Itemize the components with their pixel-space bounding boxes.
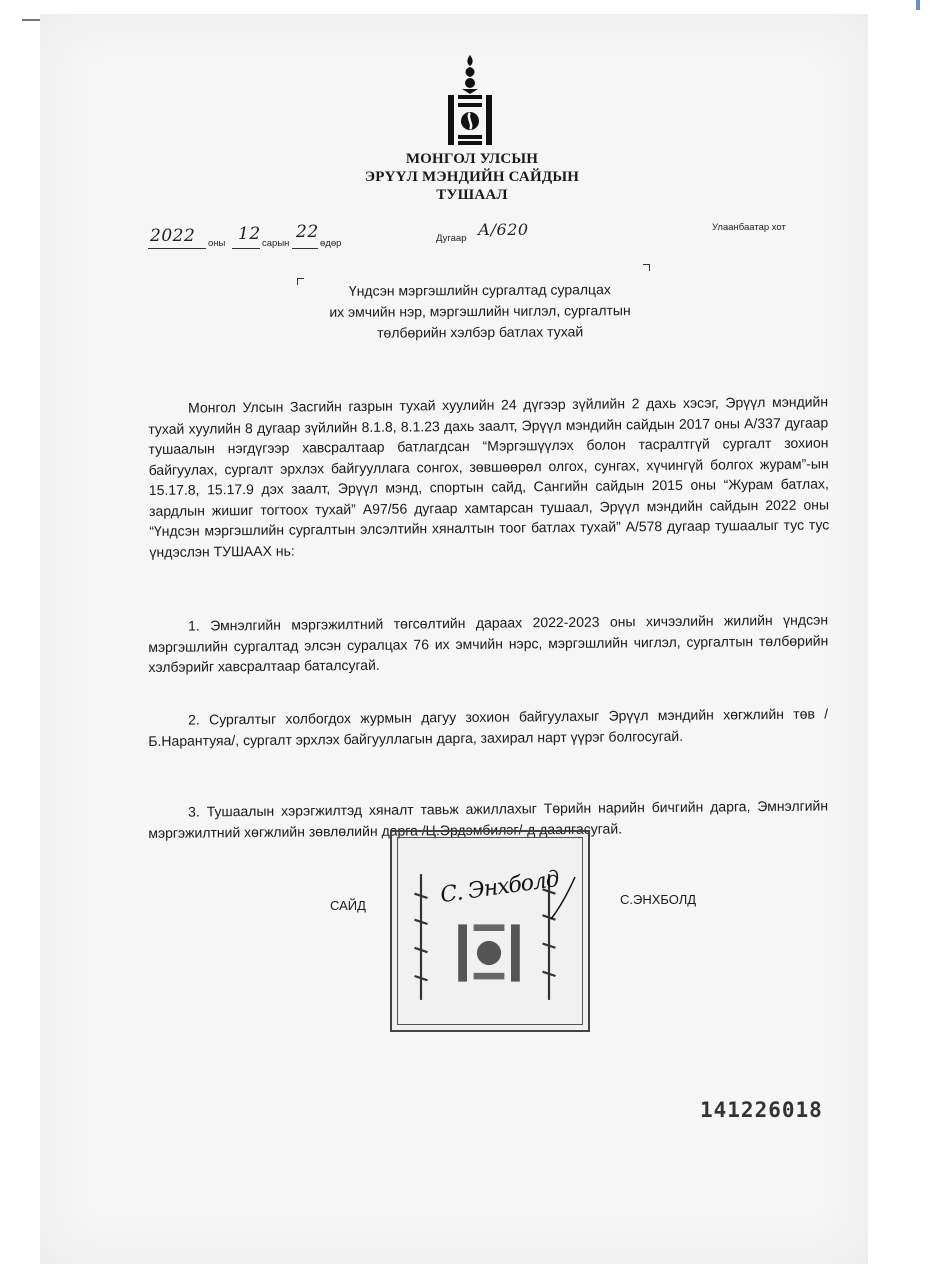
clause-3-text: 3. Тушаалын хэрэгжилтэд хяналт тавьж ажиллахыг Төрийн нарийн бичгийн дарга, Эмнэлгийн мэргэжилтний хөгжлийн зөвлөлийн дарга /Ц.Эрдэмбилэг/-д даалгасугай. bbox=[148, 797, 829, 841]
clause-1-text: 1. Эмнэлгийн мэргэжилтний төгсөлтийн дараах 2022-2023 оны хичээлийн жилийн үндсэн мэргэшлийн сургалтад элсэн суралцах 76 их эмчийн нэрс, мэргэшлийн чиглэл, сургалтын төлбөрийн хэлбэрийг хавсралтаар баталсугай. bbox=[148, 611, 829, 675]
heading-line-3: ТУШААЛ bbox=[436, 187, 508, 203]
soyombo-emblem-icon bbox=[446, 55, 494, 145]
minister-title: САЙД bbox=[330, 898, 366, 913]
preamble-text: Монгол Улсын Засгийн газрын тухай хуулийн 24 дүгээр зүйлийн 2 дахь хэсэг, Эрүүл мэндийн тухай хуулийн 8 дугаар зүйлийн 8.1.8, 8.1.23 дахь заалт, Эрүүл мэндийн сайдын 2017 оны А/337 дугаар тушаалын нэгдүгээр хавсралтаар батлагдсан “Мэргэшүүлэх болон тасралтгүй сургалт зохион байгуулах, сургалт эрхлэх байгууллага сонгох, зөвшөөрөл олгох, сунгах, хүчингүй болгох журам”-ын 15.17.8, 15.17.9 дэх заалт, Эрүүл мэнд, спортын сайд, Сангийн сайдын 2015 оны “Журам батлах, зардлын жишиг тогтоох тухай” А97/56 дугаар хамтарсан тушаал, Эрүүл мэндийн сайдын 2022 оны “Үндсэн мэргэшлийн сургалтын элсэлтийн хяналтын тоог батлах тухай” А/578 дугаар тушаалыг тус тус үндэслэн ТУШААХ нь: bbox=[148, 393, 830, 560]
heading-line-2: ЭРҮҮЛ МЭНДИЙН САЙДЫН bbox=[364, 169, 580, 185]
title-bracket-right bbox=[643, 264, 650, 271]
month-underline bbox=[232, 248, 260, 249]
stamp-emblem-icon bbox=[456, 920, 522, 986]
signature-stroke-icon bbox=[548, 868, 578, 928]
year-label: оны bbox=[208, 238, 226, 249]
order-title bbox=[270, 279, 690, 345]
number-label: Дугаар bbox=[436, 233, 467, 244]
title-line-3: төлбөрийн хэлбэр батлах тухай bbox=[377, 323, 584, 341]
title-line-1: Үндсэн мэргэшлийн сургалтад суралцах bbox=[348, 281, 611, 299]
serial-number: 141226018 bbox=[700, 1098, 823, 1122]
handwritten-day: 22 bbox=[296, 222, 319, 242]
day-underline bbox=[292, 248, 318, 249]
stamp-left-script-icon bbox=[410, 872, 432, 1002]
year-underline bbox=[148, 248, 206, 249]
ministry-heading bbox=[300, 150, 640, 204]
city-label: Улаанбаатар хот bbox=[712, 222, 786, 233]
scan-edge-mark bbox=[916, 0, 920, 10]
month-label: сарын bbox=[262, 238, 290, 249]
minister-name: С.ЭНХБОЛД bbox=[620, 892, 697, 907]
official-stamp bbox=[390, 830, 590, 1032]
clause-1 bbox=[148, 609, 829, 677]
handwritten-year: 2022 bbox=[150, 226, 196, 246]
handwritten-signature: С. Энхболд bbox=[438, 866, 561, 909]
day-label: өдөр bbox=[320, 238, 342, 249]
title-line-2: их эмчийн нэр, мэргэшлийн чиглэл, сургалтын bbox=[329, 302, 631, 320]
preamble-paragraph bbox=[148, 391, 830, 562]
heading-line-1: МОНГОЛ УЛСЫН bbox=[405, 151, 539, 167]
handwritten-order-number: А/620 bbox=[478, 220, 529, 239]
clause-2 bbox=[148, 703, 828, 751]
handwritten-month: 12 bbox=[238, 224, 261, 244]
clause-2-text: 2. Сургалтыг холбогдох журмын дагуу зохион байгуулахыг Эрүүл мэндийн хөгжлийн төв /Б.Нарантуяа/, сургалт эрхлэх байгууллагын дарга, захирал нарт үүрэг болгосугай. bbox=[148, 705, 829, 749]
